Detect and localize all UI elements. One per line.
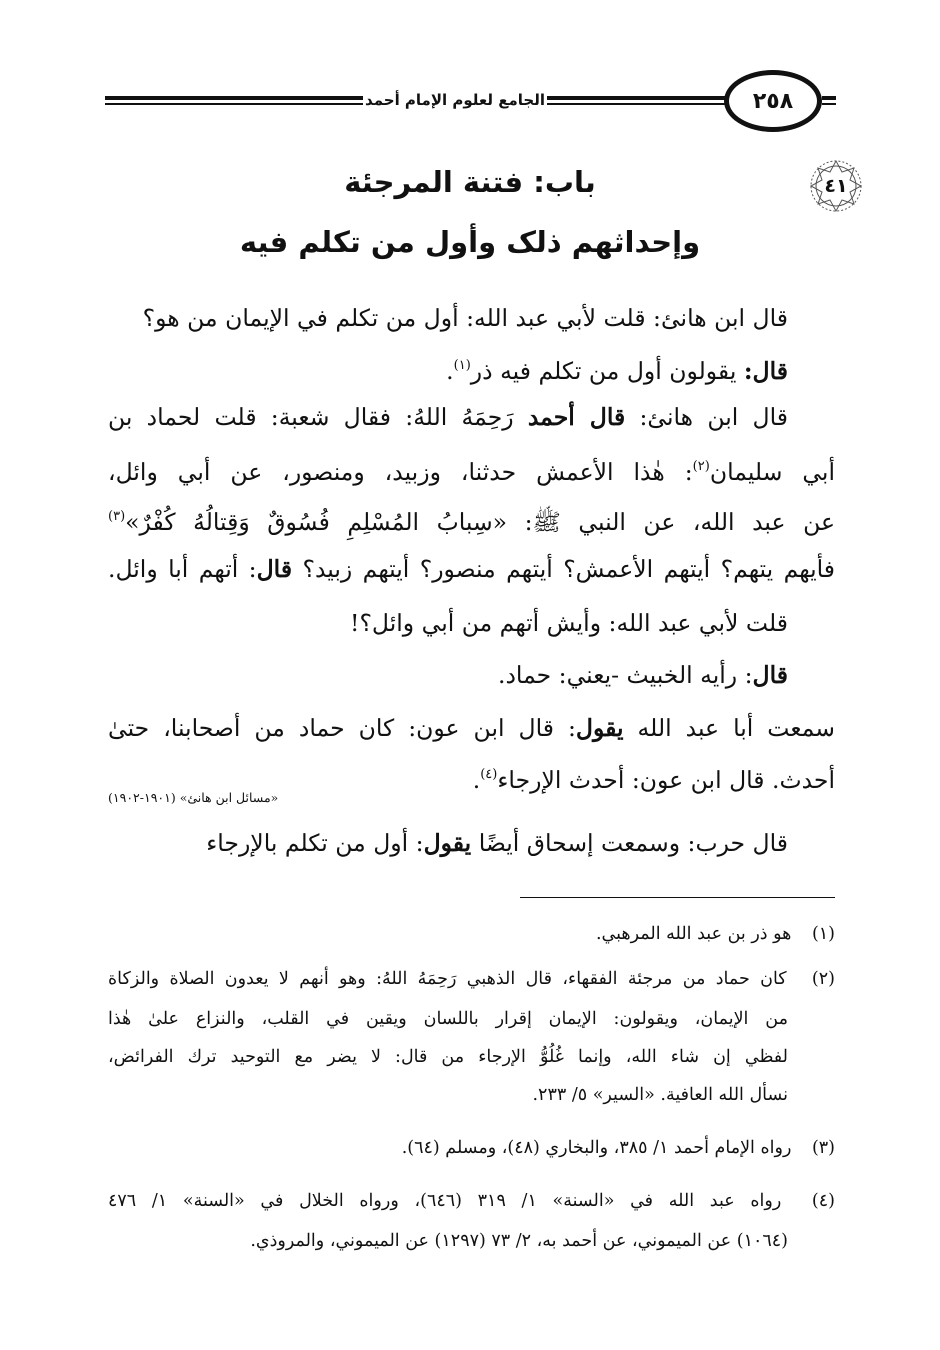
header-rule	[547, 103, 727, 105]
source-citation: «مسائل ابن هانئ» (١٩٠١-١٩٠٢)	[108, 790, 279, 805]
footnote-line: (١٠٦٤) عن الميموني، عن أحمد به، ٢/ ٧٣ (١٢٩٧) عن الميموني، والمروذي.	[250, 1231, 788, 1251]
page-number: ٢٥٨	[724, 70, 822, 132]
body-line: أبي سليمان$^{(٢)}$: هٰذا الأعمش حدثنا، وزبيد، ومنصور، عن أبي وائل،	[108, 458, 835, 486]
body-line: قال: رأيه الخبيث -يعني: حماد.	[497, 661, 788, 689]
footnote-ref: (١)	[453, 358, 471, 373]
body-line: قال ابن هانئ: قال أحمد رَحِمَهُ اللهُ: فقال شعبة: قلت لحماد بن	[108, 403, 788, 431]
header-rule	[547, 96, 727, 100]
body-line: قال: يقولون أول من تكلم فيه ذر$^{(١)}$.	[446, 357, 788, 385]
running-title: الجامع لعلوم الإمام أحمد	[365, 91, 545, 109]
chapter-number: ٤١	[824, 175, 848, 197]
footnote: (٢) كان حماد من مرجئة الفقهاء، قال الذهبي رَحِمَهُ اللهُ: وهو أنهم لا يعدون الصلاة والزكاة	[108, 969, 835, 989]
footnote-ref: (٢)	[692, 459, 710, 474]
body-line: قلت لأبي عبد الله: وأيش أتهم من أبي وائل؟!	[350, 609, 788, 637]
footnote-separator	[520, 897, 835, 898]
chapter-title-line1: باب: فتنة المرجئة	[344, 165, 596, 199]
header-rule	[822, 96, 836, 100]
body-line: سمعت أبا عبد الله يقول: قال ابن عون: كان حماد من أصحابنا، حتىٰ	[108, 714, 835, 742]
footnote-line: نسأل الله العافية. «السير» ٥/ ٢٣٣.	[532, 1085, 788, 1105]
footnote-ref: (٣)	[108, 509, 126, 524]
footnote: (٣) رواه الإمام أحمد ١/ ٣٨٥، والبخاري (٤٨)، ومسلم (٦٤).	[401, 1138, 835, 1158]
footnote: (١) هو ذر بن عبد الله المرهبي.	[595, 924, 835, 944]
body-line: عن عبد الله، عن النبي ﷺ: «سِبابُ المُسْلِمِ فُسُوقٌ وَقِتالُهُ كُفْرٌ»$^{(٣)}$	[108, 508, 835, 536]
chapter-title-line2: وإحداثهم ذلک وأول من تكلم فيه	[239, 225, 701, 259]
footnote-line: من الإيمان، ويقولون: الإيمان إقرار باللسان ويقين في القلب، والنزاع علىٰ هٰذا	[108, 1009, 788, 1029]
body-line: فأيهم يتهم؟ أيتهم الأعمش؟ أيتهم منصور؟ أيتهم زبيد؟ قال: أتهم أبا وائل.	[108, 555, 835, 583]
footnote: (٤) رواه عبد الله في «السنة» ١/ ٣١٩ (٦٤٦)، ورواه الخلال في «السنة» ١/ ٤٧٦	[108, 1191, 835, 1211]
header-rule	[105, 96, 363, 100]
header-rule	[105, 103, 363, 105]
body-line: قال حرب: وسمعت إسحاق أيضًا يقول: أول من تكلم بالإرجاء	[206, 829, 788, 857]
header-rule	[822, 103, 836, 105]
body-line: قال ابن هانئ: قلت لأبي عبد الله: أول من تكلم في الإيمان من هو؟	[142, 304, 788, 332]
footnote-ref: (٤)	[480, 767, 498, 782]
footnote-line: لفظي إن شاء الله، وإنما غُلُوُّ الإرجاء من قال: لا يضر مع التوحيد ترك الفرائض،	[108, 1047, 788, 1067]
body-line: أحدث. قال ابن عون: أحدث الإرجاء$^{(٤)}$.	[472, 766, 835, 794]
